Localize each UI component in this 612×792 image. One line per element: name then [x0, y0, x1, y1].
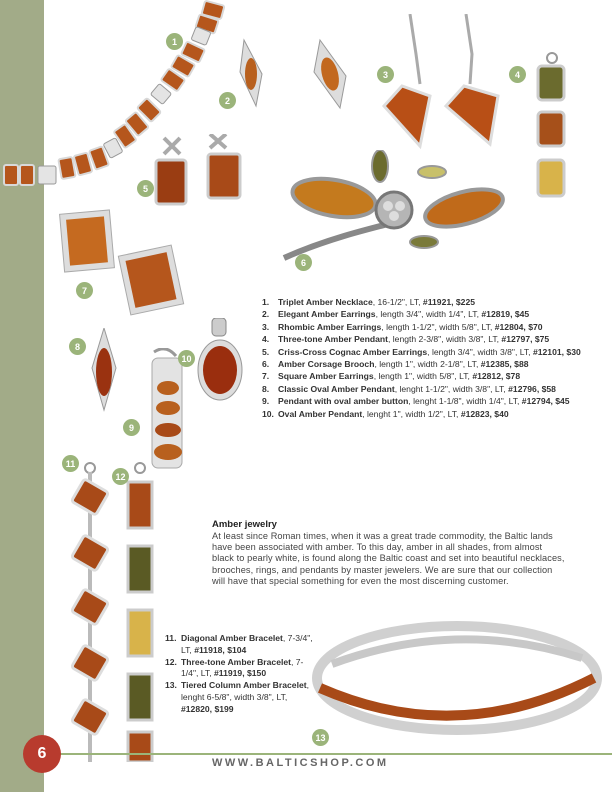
classic-oval-pendant-image	[88, 328, 120, 412]
about-title: Amber jewelry	[212, 519, 277, 530]
criss-cross-earrings-image	[150, 134, 250, 219]
list-item: 13. Tiered Column Amber Bracelet, lenght 6-5/8", width 3/8", LT, #12820, $199	[165, 680, 309, 714]
rhombic-earrings-image	[380, 14, 505, 154]
badge-9: 9	[123, 419, 140, 436]
badge-2: 2	[219, 92, 236, 109]
three-tone-pendant-image	[532, 52, 572, 202]
brooch-image	[264, 150, 522, 268]
list-item: 2. Elegant Amber Earrings, length 3/4", width 1/4", LT, #12819, $45	[262, 309, 530, 320]
diagonal-bracelet-image	[66, 462, 116, 762]
badge-1: 1	[166, 33, 183, 50]
badge-6: 6	[295, 254, 312, 271]
list-item: 9. Pendant with oval amber button, lenght 1-1/8", width 1/4", LT, #12794, $45	[262, 396, 570, 407]
list-item: 5. Criss-Cross Cognac Amber Earrings, length 3/4", width 3/8", LT, #12101, $30	[262, 346, 581, 357]
footer-divider	[60, 753, 612, 755]
list-item: 3. Rhombic Amber Earrings, length 1-1/2", width 5/8", LT, #12804, $70	[262, 321, 543, 332]
list-item: 1. Triplet Amber Necklace, 16-1/2", LT, #11921, $225	[262, 297, 476, 307]
badge-4: 4	[509, 66, 526, 83]
list-item: 12. Three-tone Amber Bracelet, 7-1/4", LT, #11919, $150	[165, 656, 304, 679]
list-item: 10. Oval Amber Pendant, lenght 1", width 1/2", LT, #12823, $40	[262, 408, 509, 419]
badge-12: 12	[112, 468, 129, 485]
about-text: At least since Roman times, when it was a great trade commodity, the Baltic lands have been associated with amber. To this day, amber in all shades, from almost black to pearly white, is found along the Baltic coast and set into beautiful necklaces, brooches, rings, and pendants by master jewelers. We are sure that our collection will have that special something for even the most discerning customer.	[212, 531, 565, 586]
list-item: 6. Amber Corsage Brooch, length 1", width 2-1/8", LT, #12385, $88	[262, 359, 529, 370]
badge-10: 10	[178, 350, 195, 367]
tiered-bracelet-image	[312, 618, 602, 736]
badge-8: 8	[69, 338, 86, 355]
product-list	[262, 296, 592, 420]
bracelet-list	[165, 633, 315, 716]
three-tone-bracelet-image	[120, 462, 160, 762]
about-section	[212, 519, 566, 587]
oval-pendant-image	[196, 318, 246, 404]
elegant-earrings-image	[236, 36, 356, 111]
badge-13: 13	[312, 729, 329, 746]
footer-url[interactable]: WWW.BALTICSHOP.COM	[212, 757, 389, 769]
badge-5: 5	[137, 180, 154, 197]
list-item: 11. Diagonal Amber Bracelet, 7-3/4", LT, #11918, $104	[165, 633, 313, 655]
badge-11: 11	[62, 455, 79, 472]
list-item: 4. Three-tone Amber Pendant, length 2-3/8", width 3/8", LT, #12797, $75	[262, 334, 550, 345]
badge-3: 3	[377, 66, 394, 83]
square-earrings-image	[54, 208, 189, 320]
list-item: 8. Classic Oval Amber Pendant, lenght 1-1/2", width 3/8", LT, #12796, $58	[262, 383, 556, 394]
page-number: 6	[23, 735, 61, 773]
badge-7: 7	[76, 282, 93, 299]
list-item: 7. Square Amber Earrings, length 1", width 5/8", LT, #12812, $78	[262, 371, 521, 382]
